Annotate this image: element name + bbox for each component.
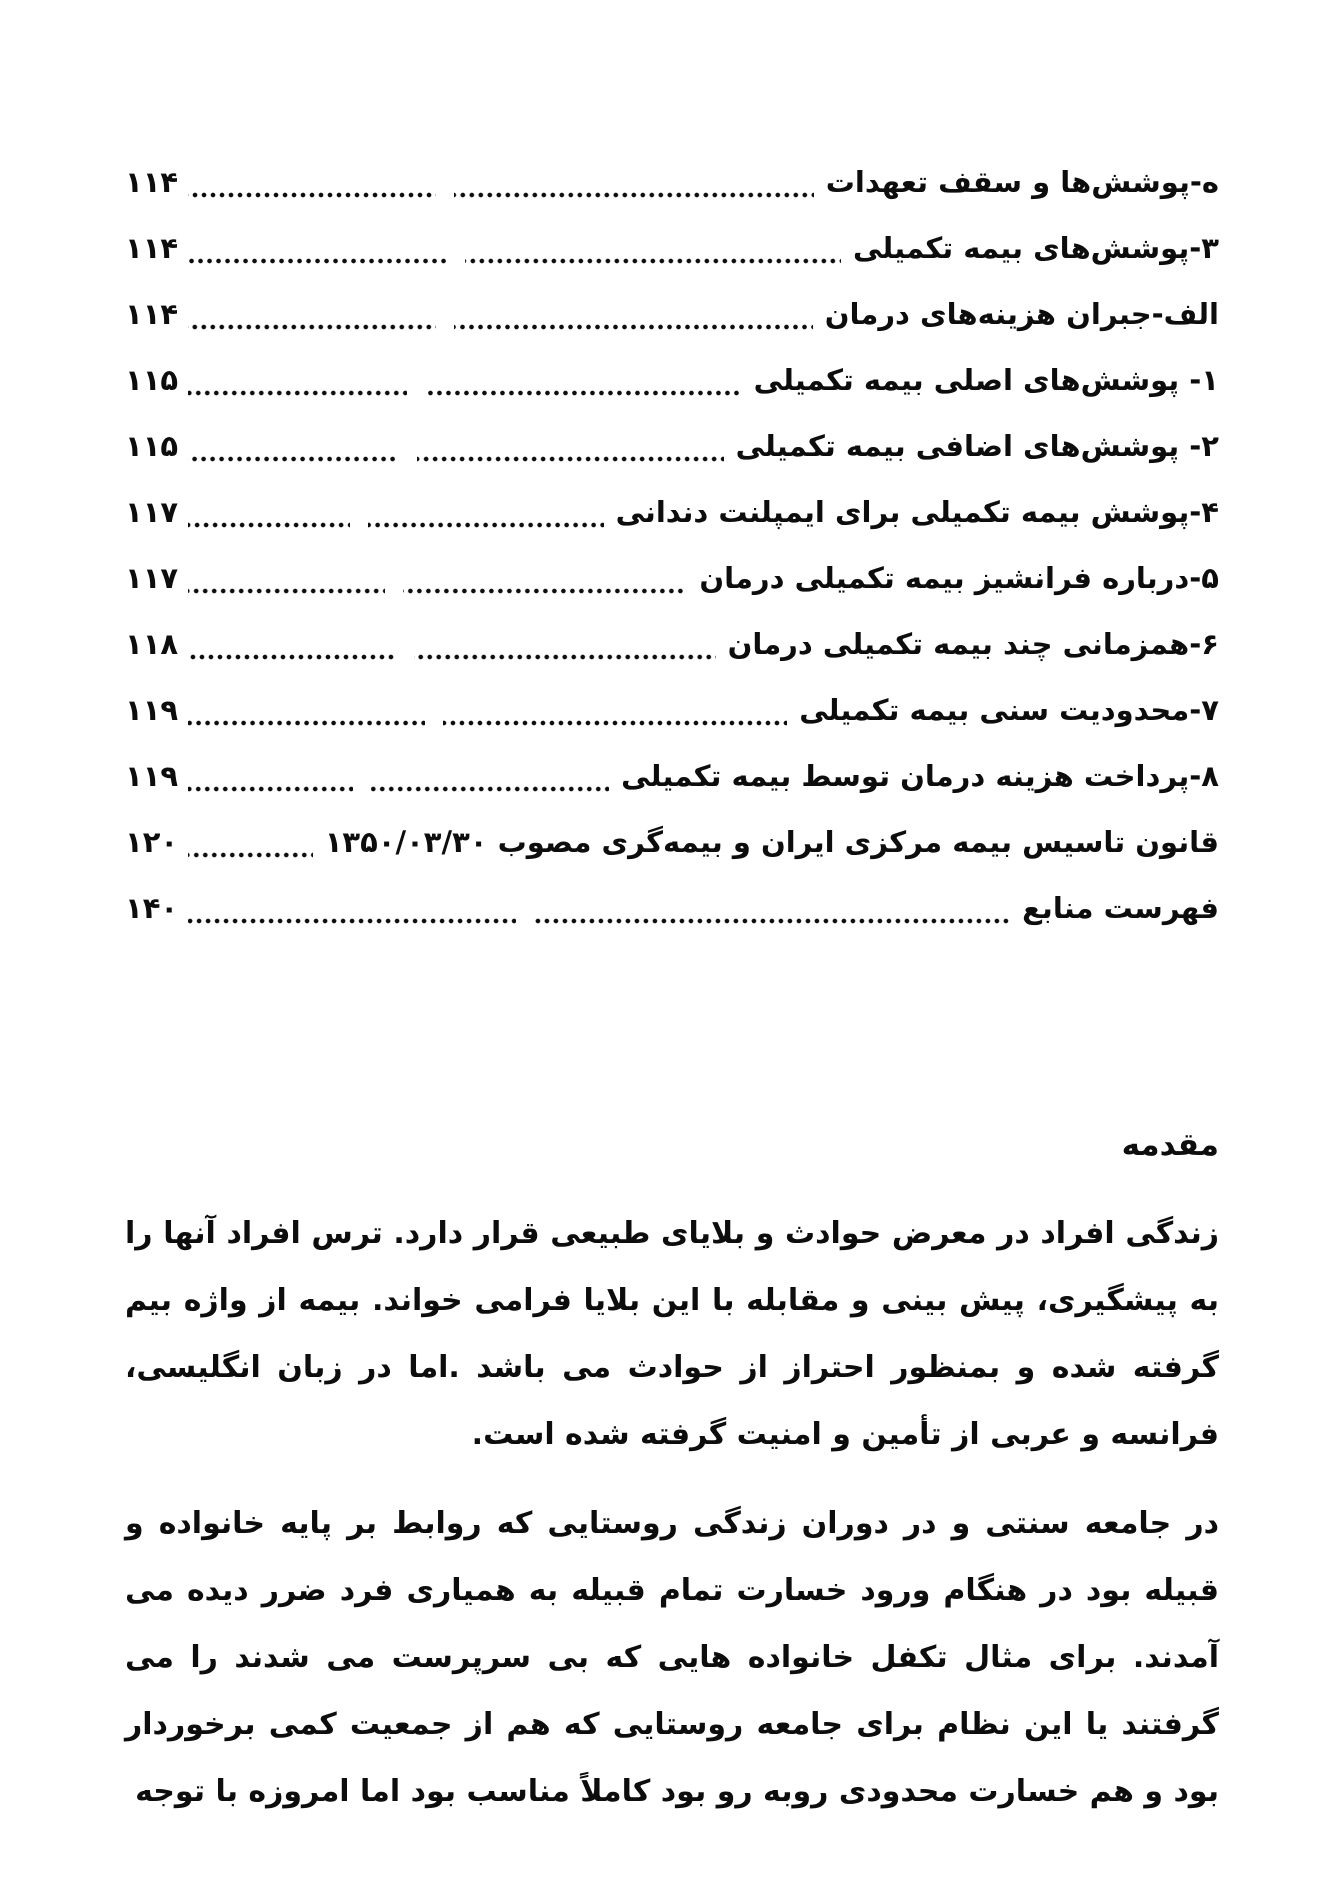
toc-entry-title: ۲- پوشش‌های اضافی بیمه تکمیلی bbox=[735, 429, 1219, 463]
leader-dots bbox=[188, 786, 353, 792]
leader-dots bbox=[454, 192, 814, 198]
toc-page-number: ۱۱۴ bbox=[125, 297, 179, 331]
leader-dots bbox=[414, 654, 716, 660]
leader-dots bbox=[465, 258, 841, 264]
toc-entry bbox=[125, 347, 1219, 413]
toc-page-number: ۱۱۸ bbox=[125, 627, 179, 661]
leader-dots bbox=[454, 324, 813, 330]
dotted-leader bbox=[188, 654, 715, 660]
toc-page-number: ۱۴۰ bbox=[125, 891, 179, 925]
dotted-leader bbox=[188, 918, 1010, 924]
dotted-leader bbox=[188, 390, 742, 396]
leader-dots bbox=[188, 918, 516, 924]
toc-page-number: ۱۱۴ bbox=[125, 165, 179, 199]
section-heading: مقدمه bbox=[1121, 1127, 1219, 1163]
toc-entry bbox=[125, 281, 1219, 347]
leader-dots bbox=[368, 522, 603, 528]
toc-page-number: ۱۱۹ bbox=[125, 693, 179, 727]
toc-entry bbox=[125, 215, 1219, 281]
dotted-leader bbox=[188, 852, 313, 858]
toc-page-number: ۱۱۷ bbox=[125, 495, 179, 529]
toc-page-number: ۱۱۷ bbox=[125, 561, 179, 595]
toc-entry-title: الف-جبران هزینه‌های درمان bbox=[824, 297, 1219, 331]
leader-dots bbox=[188, 522, 350, 528]
toc-entry-title: قانون تاسیس بیمه مرکزی ایران و بیمه‌گری مصوب ۱۳۵۰/۰۳/۳۰ bbox=[324, 825, 1219, 859]
leader-dots bbox=[443, 720, 787, 726]
leader-dots bbox=[188, 720, 425, 726]
page-content bbox=[125, 0, 1219, 1825]
toc-entry-title: ۷-محدودیت سنی بیمه تکمیلی bbox=[799, 693, 1219, 727]
introduction-section bbox=[125, 1122, 1219, 1825]
toc-entry-title: ۱- پوشش‌های اصلی بیمه تکمیلی bbox=[753, 363, 1219, 397]
dotted-leader bbox=[188, 456, 723, 462]
dotted-leader bbox=[188, 192, 814, 198]
toc-entry-title: ۸-پرداخت هزینه درمان توسط بیمه تکمیلی bbox=[621, 759, 1219, 793]
leader-dots bbox=[403, 588, 688, 594]
leader-dots bbox=[425, 390, 742, 396]
leader-dots bbox=[188, 258, 447, 264]
toc-entry-title: فهرست منابع bbox=[1022, 891, 1219, 925]
toc-entry-title: ۵-درباره فرانشیز بیمه تکمیلی درمان bbox=[699, 561, 1219, 595]
leader-dots bbox=[188, 654, 396, 660]
toc-page-number: ۱۱۴ bbox=[125, 231, 179, 265]
toc-entry-title: ۴-پوشش بیمه تکمیلی برای ایمپلنت دندانی bbox=[615, 495, 1219, 529]
leader-dots bbox=[188, 192, 436, 198]
toc-page-number: ۱۱۵ bbox=[125, 429, 179, 463]
leader-dots bbox=[417, 456, 723, 462]
toc-entry bbox=[125, 545, 1219, 611]
toc-entry bbox=[125, 149, 1219, 215]
toc-entry bbox=[125, 479, 1219, 545]
dotted-leader bbox=[188, 786, 609, 792]
leader-dots bbox=[188, 852, 313, 858]
paragraph: در جامعه سنتی و در دوران زندگی روستایی که روابط بر پایه خانواده و قبیله بود در هنگام ورود خسارت تمام قبیله به همیاری فرد ضرر دیده می آمدند. برای مثال تکفل خانواده هایی که بی سرپرست می شدند را می گرفتند یا این نظام برای جامعه روستایی که هم از جمعیت کمی برخوردار بود و هم خسارت محدودی روبه رو بود کاملاً مناسب بود اما امروزه با توجه bbox=[125, 1506, 1219, 1809]
toc-page-number: ۱۱۹ bbox=[125, 759, 179, 793]
toc-entry-title: ه-پوشش‌ها و سقف تعهدات bbox=[825, 165, 1219, 199]
leader-dots bbox=[188, 324, 436, 330]
leader-dots bbox=[534, 918, 1010, 924]
toc-entry bbox=[125, 413, 1219, 479]
toc-entry-title: ۳-پوشش‌های بیمه تکمیلی bbox=[852, 231, 1219, 265]
toc-page-number: ۱۲۰ bbox=[125, 825, 179, 859]
table-of-contents bbox=[125, 0, 1219, 941]
toc-entry bbox=[125, 611, 1219, 677]
leader-dots bbox=[188, 390, 407, 396]
dotted-leader bbox=[188, 522, 603, 528]
toc-entry bbox=[125, 875, 1219, 941]
dotted-leader bbox=[188, 720, 787, 726]
dotted-leader bbox=[188, 324, 813, 330]
paragraph: زندگی افراد در معرض حوادث و بلایای طبیعی قرار دارد. ترس افراد آنها را به پیشگیری، پیش بینی و مقابله با این بلایا فرامی خواند. بیمه از واژه بیم گرفته شده و بمنظور احتراز از حوادث می باشد .اما در زبان انگلیسی، فرانسه و عربی از تأمین و امنیت گرفته شده است. bbox=[125, 1216, 1219, 1452]
toc-entry bbox=[125, 677, 1219, 743]
leader-dots bbox=[188, 456, 399, 462]
leader-dots bbox=[371, 786, 610, 792]
dotted-leader bbox=[188, 588, 687, 594]
leader-dots bbox=[188, 588, 384, 594]
dotted-leader bbox=[188, 258, 841, 264]
toc-entry bbox=[125, 809, 1219, 875]
toc-page-number: ۱۱۵ bbox=[125, 363, 179, 397]
toc-entry bbox=[125, 743, 1219, 809]
toc-entry-title: ۶-همزمانی چند بیمه تکمیلی درمان bbox=[727, 627, 1219, 661]
